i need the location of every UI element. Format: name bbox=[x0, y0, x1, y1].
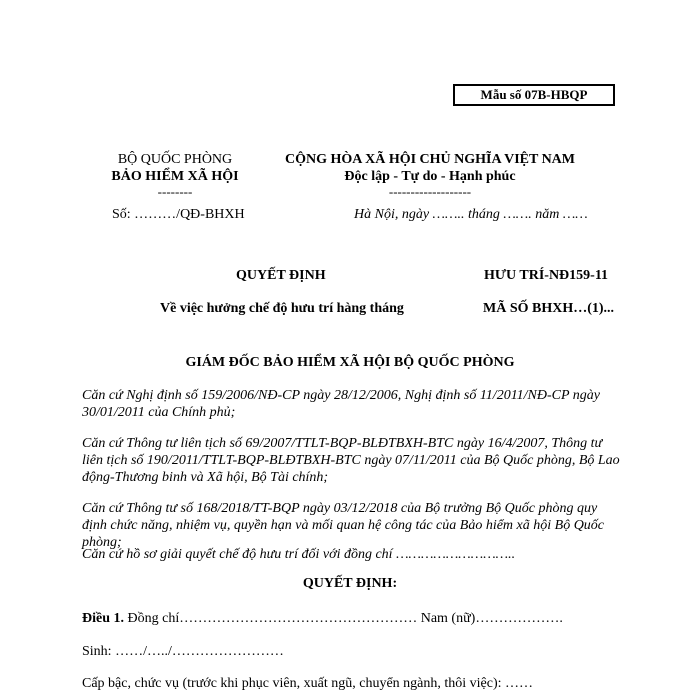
decision-heading: QUYẾT ĐỊNH: bbox=[302, 576, 398, 591]
article-1-label: Điều 1. bbox=[82, 611, 124, 626]
left-separator: -------- bbox=[157, 184, 193, 199]
social-insurance-code: MÃ SỐ BHXH…(1)... bbox=[483, 301, 615, 316]
basis-3: Căn cứ Thông tư số 168/2018/TT-BQP ngày 03/12/2018 của Bộ trưởng Bộ Quốc phòng quy định chức năng, nhiệm vụ, quyền hạn và mối quan hệ công tác của Bảo hiểm xã hội Bộ Quốc phòng; bbox=[82, 501, 605, 550]
article-1 bbox=[82, 611, 563, 627]
rank-line: Cấp bậc, chức vụ (trước khi phục viên, xuất ngũ, chuyển ngành, thôi việc): …… bbox=[82, 676, 534, 691]
form-code-box bbox=[453, 84, 615, 106]
national-motto: Độc lập - Tự do - Hạnh phúc bbox=[344, 169, 516, 184]
basis-4: Căn cứ hồ sơ giải quyết chế độ hưu trí đối với đồng chí ……………………….. bbox=[82, 547, 516, 562]
form-code: Mẫu số 07B-HBQP bbox=[480, 87, 588, 102]
right-separator: ------------------- bbox=[388, 184, 472, 199]
agency-name: BẢO HIỂM XÃ HỘI bbox=[111, 169, 239, 184]
article-1-text: Đồng chí…………………………………………… Nam (nữ)………………. bbox=[124, 611, 563, 626]
country-name: CỘNG HÒA XÃ HỘI CHỦ NGHĨA VIỆT NAM bbox=[284, 152, 575, 167]
basis-2: Căn cứ Thông tư liên tịch số 69/2007/TTLT-BQP-BLĐTBXH-BTC ngày 16/4/2007, Thông tư liên tịch số 190/2011/TTLT-BQP-BLĐTBXH-BTC ngày 07/11/2011 của Bộ Quốc phòng, Bộ Lao động-Thương binh và Xã hội, Bộ Tài chính; bbox=[82, 436, 620, 485]
birth-line: Sinh: ……/…../…………………… bbox=[82, 644, 284, 659]
basis-1: Căn cứ Nghị định số 159/2006/NĐ-CP ngày 28/12/2006, Nghị định số 11/2011/NĐ-CP ngày 30/01/2011 của Chính phủ; bbox=[82, 388, 600, 420]
ministry-name: BỘ QUỐC PHÒNG bbox=[117, 152, 233, 167]
decision-title: QUYẾT ĐỊNH bbox=[236, 268, 326, 283]
issuer-heading: GIÁM ĐỐC BẢO HIỂM XÃ HỘI BỘ QUỐC PHÒNG bbox=[185, 355, 515, 370]
decision-number: Số: ………/QĐ-BHXH bbox=[112, 207, 245, 222]
decision-subject: Về việc hưởng chế độ hưu trí hàng tháng bbox=[160, 301, 404, 316]
pension-code: HƯU TRÍ-NĐ159-11 bbox=[484, 268, 609, 283]
place-date: Hà Nội, ngày …….. tháng ……. năm …… bbox=[354, 207, 588, 222]
